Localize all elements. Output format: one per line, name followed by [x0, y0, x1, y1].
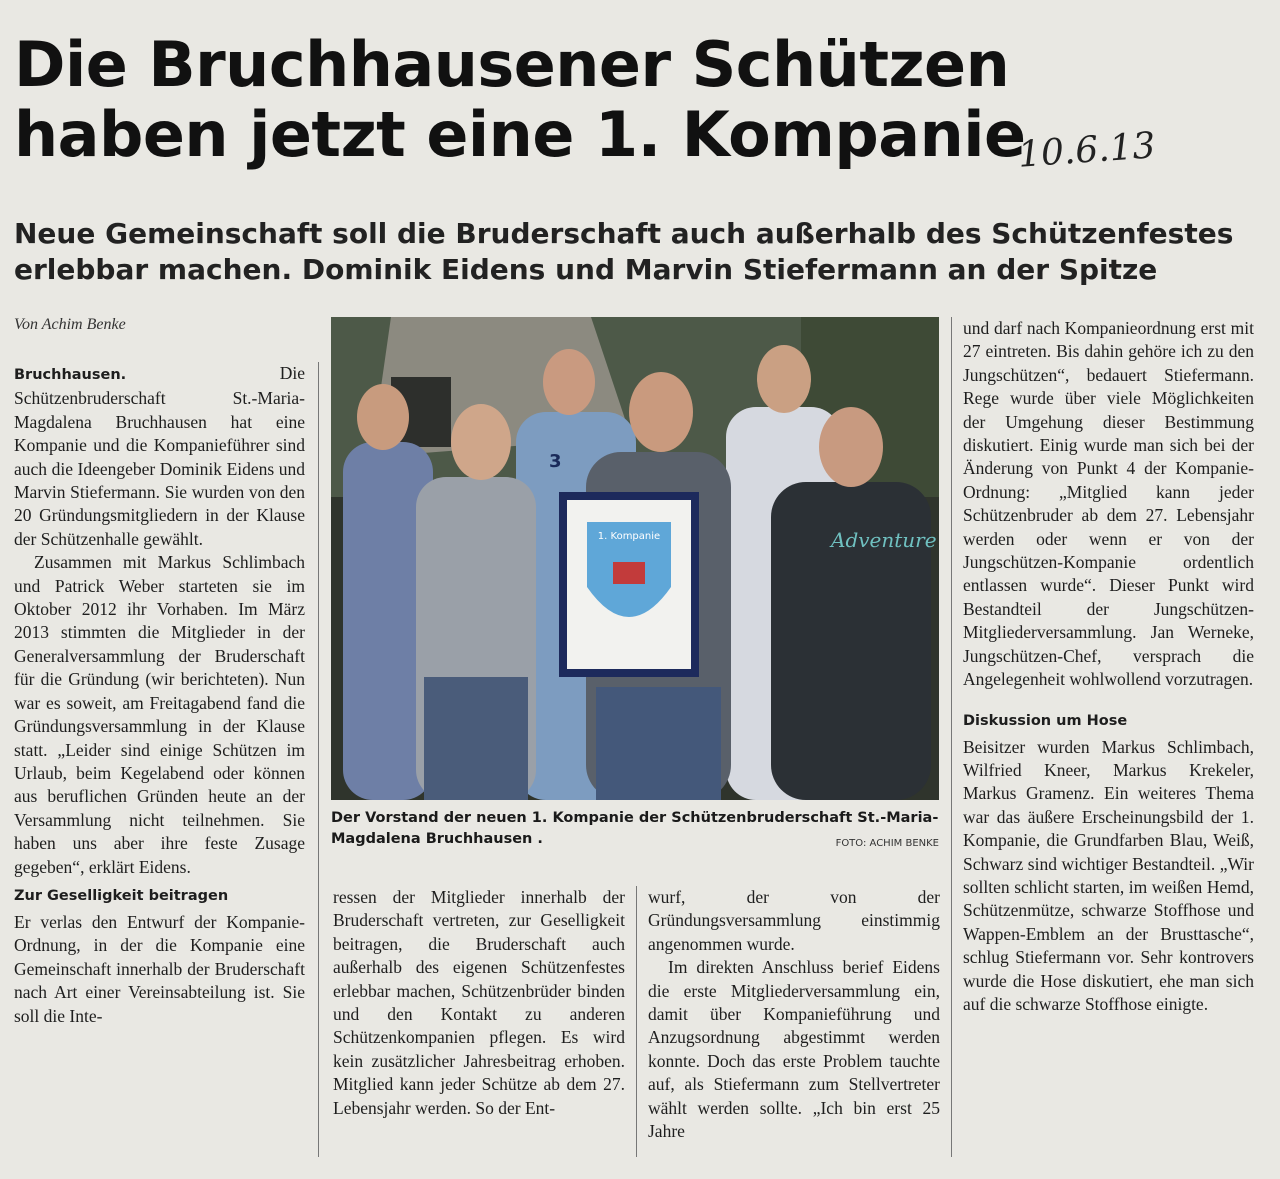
headline-line-1: Die Bruchhausener Schützen	[14, 28, 1010, 101]
svg-text:Adventure: Adventure	[831, 528, 937, 552]
article-column-3	[648, 886, 940, 1143]
photo-caption: Der Vorstand der neuen 1. Kompanie der Schützenbruderschaft St.-Maria-Magdalena Bruchhausen .	[331, 810, 939, 847]
paragraph: Zusammen mit Markus Schlimbach und Patrick Weber starteten sie im Oktober 2012 ihr Vorhaben. Im März 2013 stimmten die Mitglieder in der Generalversammlung der Bruderschaft für die Gründung (wir berichteten). Nun war es soweit, am Freitagabend fand die Gründungsversammlung in der Klause statt. „Leider sind einige Schützen im Urlaub, beim Kegelabend oder können aus beruflichen Gründen heute an der Versammlung nicht teilnehmen. Sie haben uns aber ihre feste Zusage gegeben“, erklärt Eidens.	[14, 552, 305, 877]
shirt-number: 3	[549, 451, 562, 472]
paragraph-text: Die Schützenbruderschaft St.-Maria-Magdalena Bruchhausen hat eine Kompanie und die Kompanieführer sind auch die Ideengeber Dominik Eidens und Marvin Stiefermann. Sie wurden von den 20 Gründungsmitgliedern in der Klause der Schützenhalle gewählt.	[14, 363, 305, 549]
paragraph: Er verlas den Entwurf der Kompanie-Ordnung, in der die Kompanie eine Gemeinschaft innerhalb der Bruderschaft nach Art einer Vereinsabteilung ist. Sie soll die Inte-	[14, 911, 305, 1026]
location-tag: Bruchhausen.	[14, 367, 127, 383]
column-divider	[951, 317, 952, 1157]
paragraph	[14, 362, 305, 551]
article-column-2	[333, 886, 625, 1120]
section-heading: Zur Geselligkeit beitragen	[14, 887, 229, 904]
paragraph: ressen der Mitglieder innerhalb der Bruderschaft vertreten, zur Geselligkeit beitragen, die Bruderschaft auch außerhalb des eigenen Schützenfestes erlebbar machen, Schützenbrüder binden und den Kontakt zu anderen Schützenkompanien pflegen. Es wird kein zusätzlicher Jahresbeitrag erhoben. Mitglied kann jeder Schütze ab dem 27. Lebensjahr werden. So der Ent-	[333, 887, 625, 1118]
handwritten-date: 10.6.13	[1016, 125, 1157, 176]
article-column-4	[963, 317, 1254, 1016]
section-heading: Diskussion um Hose	[963, 712, 1128, 729]
group-photo-illustration	[331, 317, 939, 800]
article-column-1	[14, 362, 305, 1028]
subheadline-line-1: Neue Gemeinschaft soll die Bruderschaft auch außerhalb des Schützenfestes	[14, 217, 1234, 250]
headline	[14, 30, 1026, 170]
subheadline-line-2: erlebbar machen. Dominik Eidens und Marvin Stiefermann an der Spitze	[14, 253, 1158, 286]
byline: Von Achim Benke	[14, 316, 126, 333]
paragraph: und darf nach Kompanieordnung erst mit 27 eintreten. Bis dahin gehöre ich zu den Jungschützen“, bedauert Stiefermann. Rege wurde über viele Möglichkeiten der Umgehung dieser Bestimmung diskutiert. Einig wurde man sich bei der Änderung von Punkt 4 der Kompanie-Ordnung: „Mitglied kann jeder Schützenbruder ab dem 27. Lebensjahr werden oder wenn er von der Jungschützen-Kompanie ordentlich entlassen wurde“. Dieser Punkt wird Bestandteil der Jungschützen-Mitgliederversammlung. Jan Werneke, Jungschützen-Chef, versprach die Angelegenheit wohlwollend vorzutragen.	[963, 318, 1254, 690]
paragraph: wurf, der von der Gründungsversammlung einstimmig angenommen wurde.	[648, 887, 940, 954]
paragraph: Beisitzer wurden Markus Schlimbach, Wilfried Kneer, Markus Krekeler, Markus Gramenz. Ein weiteres Thema war das äußere Erscheinungsbild der 1. Kompanie, die Grundfarben Blau, Weiß, Schwarz sind wichtiger Bestandteil. „Wir sollten schlicht starten, im weißen Hemd, Schützenmütze, schwarze Stoffhose und Wappen-Emblem an der Brusttasche“, schlug Stiefermann vor. Sehr kontrovers wurde die Hose diskutiert, ehe man sich auf die schwarze Stoffhose einigte.	[963, 736, 1254, 1014]
group-photo	[331, 317, 939, 800]
paragraph: Im direkten Anschluss berief Eidens die erste Mitgliederversammlung ein, damit über Kompanieführung und Anzugsordnung abgestimmt werden konnte. Doch das erste Problem tauchte auf, als Stiefermann zum Stellvertreter wählt werden sollte. „Ich bin erst 25 Jahre	[648, 957, 940, 1142]
photo-credit: FOTO: ACHIM BENKE	[835, 838, 939, 849]
column-divider	[318, 362, 319, 1157]
subheadline	[14, 216, 1264, 288]
frame-text: 1. Kompanie	[597, 531, 661, 542]
headline-line-2: haben jetzt eine 1. Kompanie	[14, 98, 1026, 171]
column-divider	[636, 886, 637, 1157]
